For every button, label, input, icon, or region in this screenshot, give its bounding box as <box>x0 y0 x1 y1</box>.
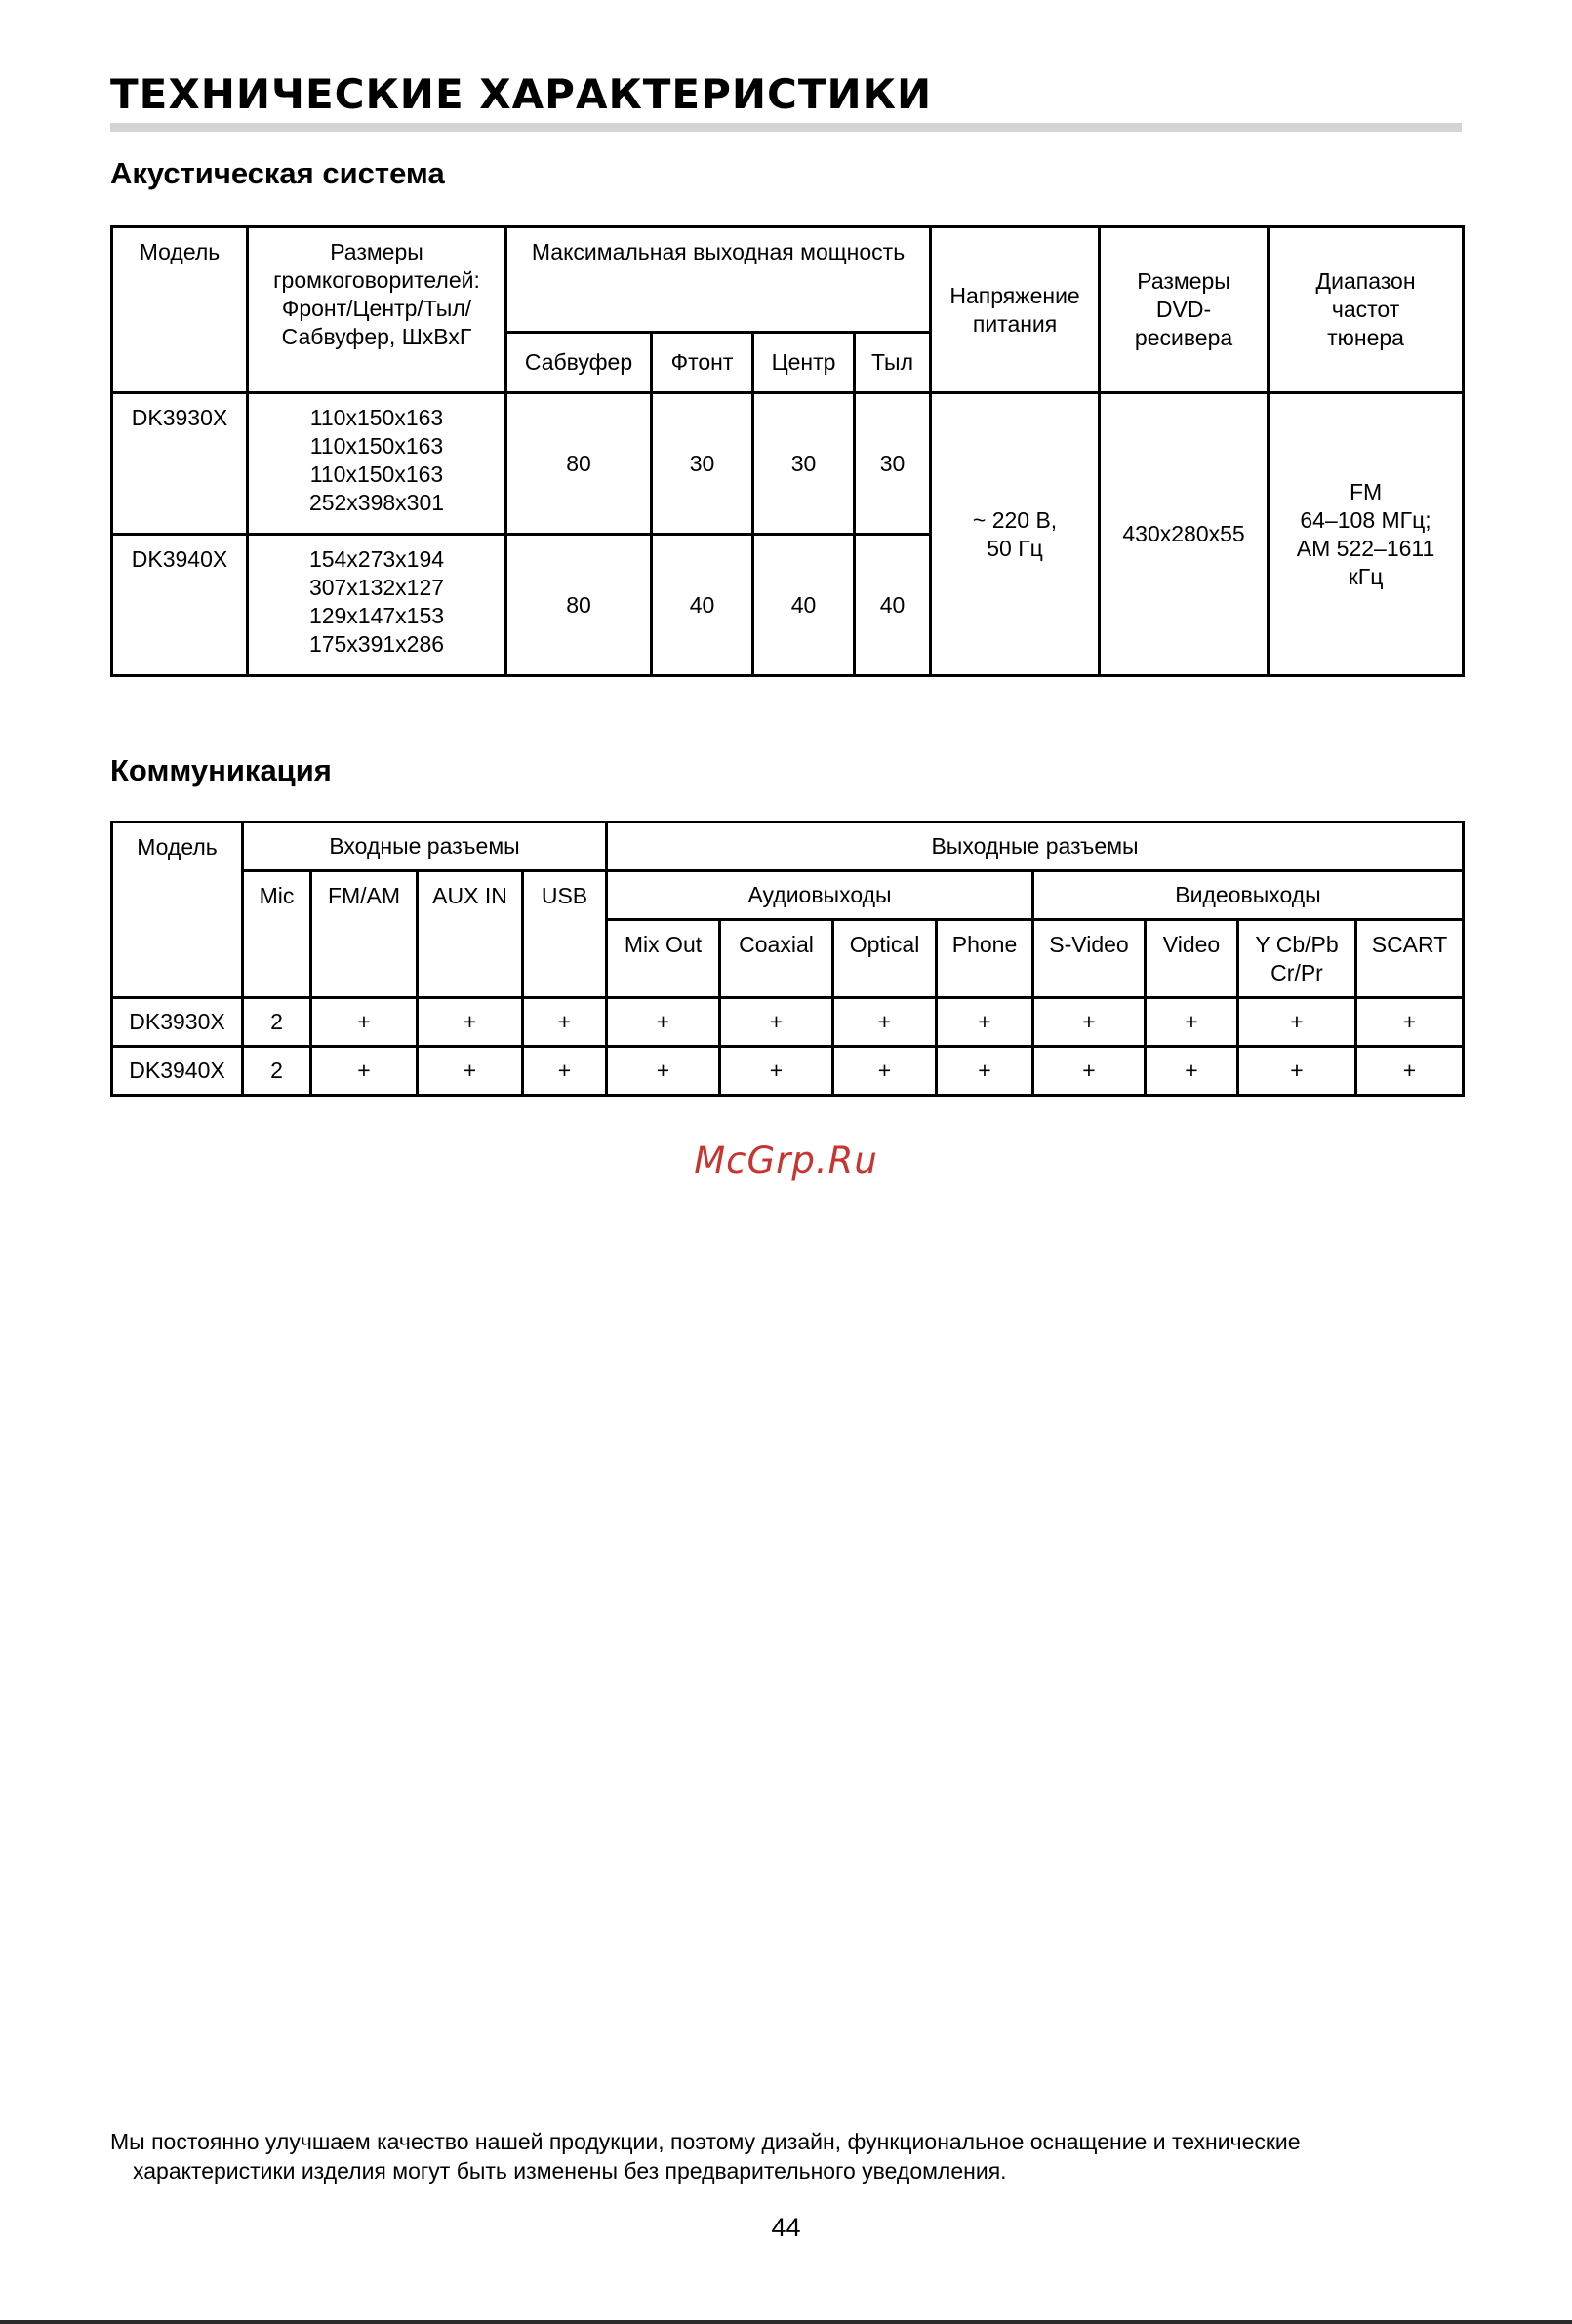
header-audio-coaxial: Coaxial <box>720 920 833 998</box>
value-cell: + <box>720 998 833 1047</box>
table-row <box>112 393 1464 535</box>
speaker-sizes-cell: 154x273x194 307x132x127 129x147x153 175x391x286 <box>248 535 506 676</box>
header-video-component: Y Cb/Pb Cr/Pr <box>1238 920 1356 998</box>
value-cell: + <box>1033 1047 1146 1096</box>
value-cell: + <box>523 998 607 1047</box>
value-cell: + <box>523 1047 607 1096</box>
value-cell: + <box>833 998 937 1047</box>
value-cell: + <box>607 1047 720 1096</box>
acoustic-section-heading: Акустическая система <box>110 156 445 190</box>
value-cell: + <box>607 998 720 1047</box>
value-cell: + <box>418 998 523 1047</box>
value-cell: + <box>311 1047 418 1096</box>
header-model: Модель <box>112 822 243 998</box>
header-video-s-video: S-Video <box>1033 920 1146 998</box>
bottom-edge-line <box>0 2320 1572 2324</box>
value-cell: 2 <box>243 998 311 1047</box>
value-cell: + <box>1356 1047 1464 1096</box>
power-subwoofer-cell: 80 <box>506 535 652 676</box>
value-cell: + <box>1238 1047 1356 1096</box>
model-cell: DK3940X <box>112 535 248 676</box>
header-outputs: Выходные разъемы <box>607 822 1464 871</box>
value-cell: + <box>1356 998 1464 1047</box>
table-row <box>112 998 1464 1047</box>
header-power-center: Центр <box>753 333 855 393</box>
page-title: ТЕХНИЧЕСКИЕ ХАРАКТЕРИСТИКИ <box>110 70 933 118</box>
disclaimer-line: Мы постоянно улучшаем качество нашей продукции, поэтому дизайн, функциональное оснащение и технические <box>110 2129 1301 2154</box>
power-rear-cell: 40 <box>855 535 931 676</box>
dvd-size-cell: 430x280x55 <box>1100 393 1269 676</box>
power-rear-cell: 30 <box>855 393 931 535</box>
speaker-sizes-cell: 110x150x163 110x150x163 110x150x163 252x398x301 <box>248 393 506 535</box>
model-cell: DK3930X <box>112 998 243 1047</box>
acoustic-specs-table <box>110 225 1465 677</box>
header-input-fm-am: FM/AM <box>311 871 418 998</box>
header-input-usb: USB <box>523 871 607 998</box>
power-front-cell: 30 <box>652 393 753 535</box>
header-tuner-range: Диапазон частот тюнера <box>1269 227 1464 393</box>
watermark-text: McGrp.Ru <box>694 1140 878 1182</box>
power-center-cell: 40 <box>753 535 855 676</box>
header-model: Модель <box>112 227 248 393</box>
header-power-rear: Тыл <box>855 333 931 393</box>
communication-table <box>110 821 1465 1097</box>
value-cell: + <box>311 998 418 1047</box>
voltage-cell: ~ 220 В, 50 Гц <box>931 393 1100 676</box>
header-audio-mix-out: Mix Out <box>607 920 720 998</box>
value-cell: + <box>720 1047 833 1096</box>
power-subwoofer-cell: 80 <box>506 393 652 535</box>
title-underline <box>110 123 1462 132</box>
header-input-aux-in: AUX IN <box>418 871 523 998</box>
power-center-cell: 30 <box>753 393 855 535</box>
communication-section-heading: Коммуникация <box>110 753 332 787</box>
header-supply-voltage: Напряжение питания <box>931 227 1100 393</box>
header-video-video: Video <box>1146 920 1238 998</box>
value-cell: + <box>1146 1047 1238 1096</box>
header-power-subwoofer: Сабвуфер <box>506 333 652 393</box>
header-video-scart: SCART <box>1356 920 1464 998</box>
header-audio-outputs: Аудиовыходы <box>607 871 1033 920</box>
header-max-power: Максимальная выходная мощность <box>506 227 931 333</box>
header-inputs: Входные разъемы <box>243 822 607 871</box>
value-cell: + <box>937 1047 1033 1096</box>
value-cell: + <box>833 1047 937 1096</box>
header-video-outputs: Видеовыходы <box>1033 871 1464 920</box>
header-dvd-size: Размеры DVD- ресивера <box>1100 227 1269 393</box>
disclaimer-line: характеристики изделия могут быть изменены без предварительного уведомления. <box>133 2158 1007 2184</box>
header-input-mic: Mic <box>243 871 311 998</box>
tuner-range-cell: FM 64–108 МГц; AM 522–1611 кГц <box>1269 393 1464 676</box>
header-speaker-sizes: Размеры громкоговорителей: Фронт/Центр/Тыл/ Сабвуфер, ШхВхГ <box>248 227 506 393</box>
power-front-cell: 40 <box>652 535 753 676</box>
value-cell: + <box>937 998 1033 1047</box>
header-audio-phone: Phone <box>937 920 1033 998</box>
page-number: 44 <box>771 2213 801 2242</box>
value-cell: + <box>1033 998 1146 1047</box>
value-cell: + <box>1238 998 1356 1047</box>
table-row <box>112 1047 1464 1096</box>
header-audio-optical: Optical <box>833 920 937 998</box>
disclaimer-note <box>110 2127 1462 2185</box>
value-cell: + <box>1146 998 1238 1047</box>
model-cell: DK3940X <box>112 1047 243 1096</box>
header-power-front: Фтонт <box>652 333 753 393</box>
model-cell: DK3930X <box>112 393 248 535</box>
value-cell: 2 <box>243 1047 311 1096</box>
value-cell: + <box>418 1047 523 1096</box>
